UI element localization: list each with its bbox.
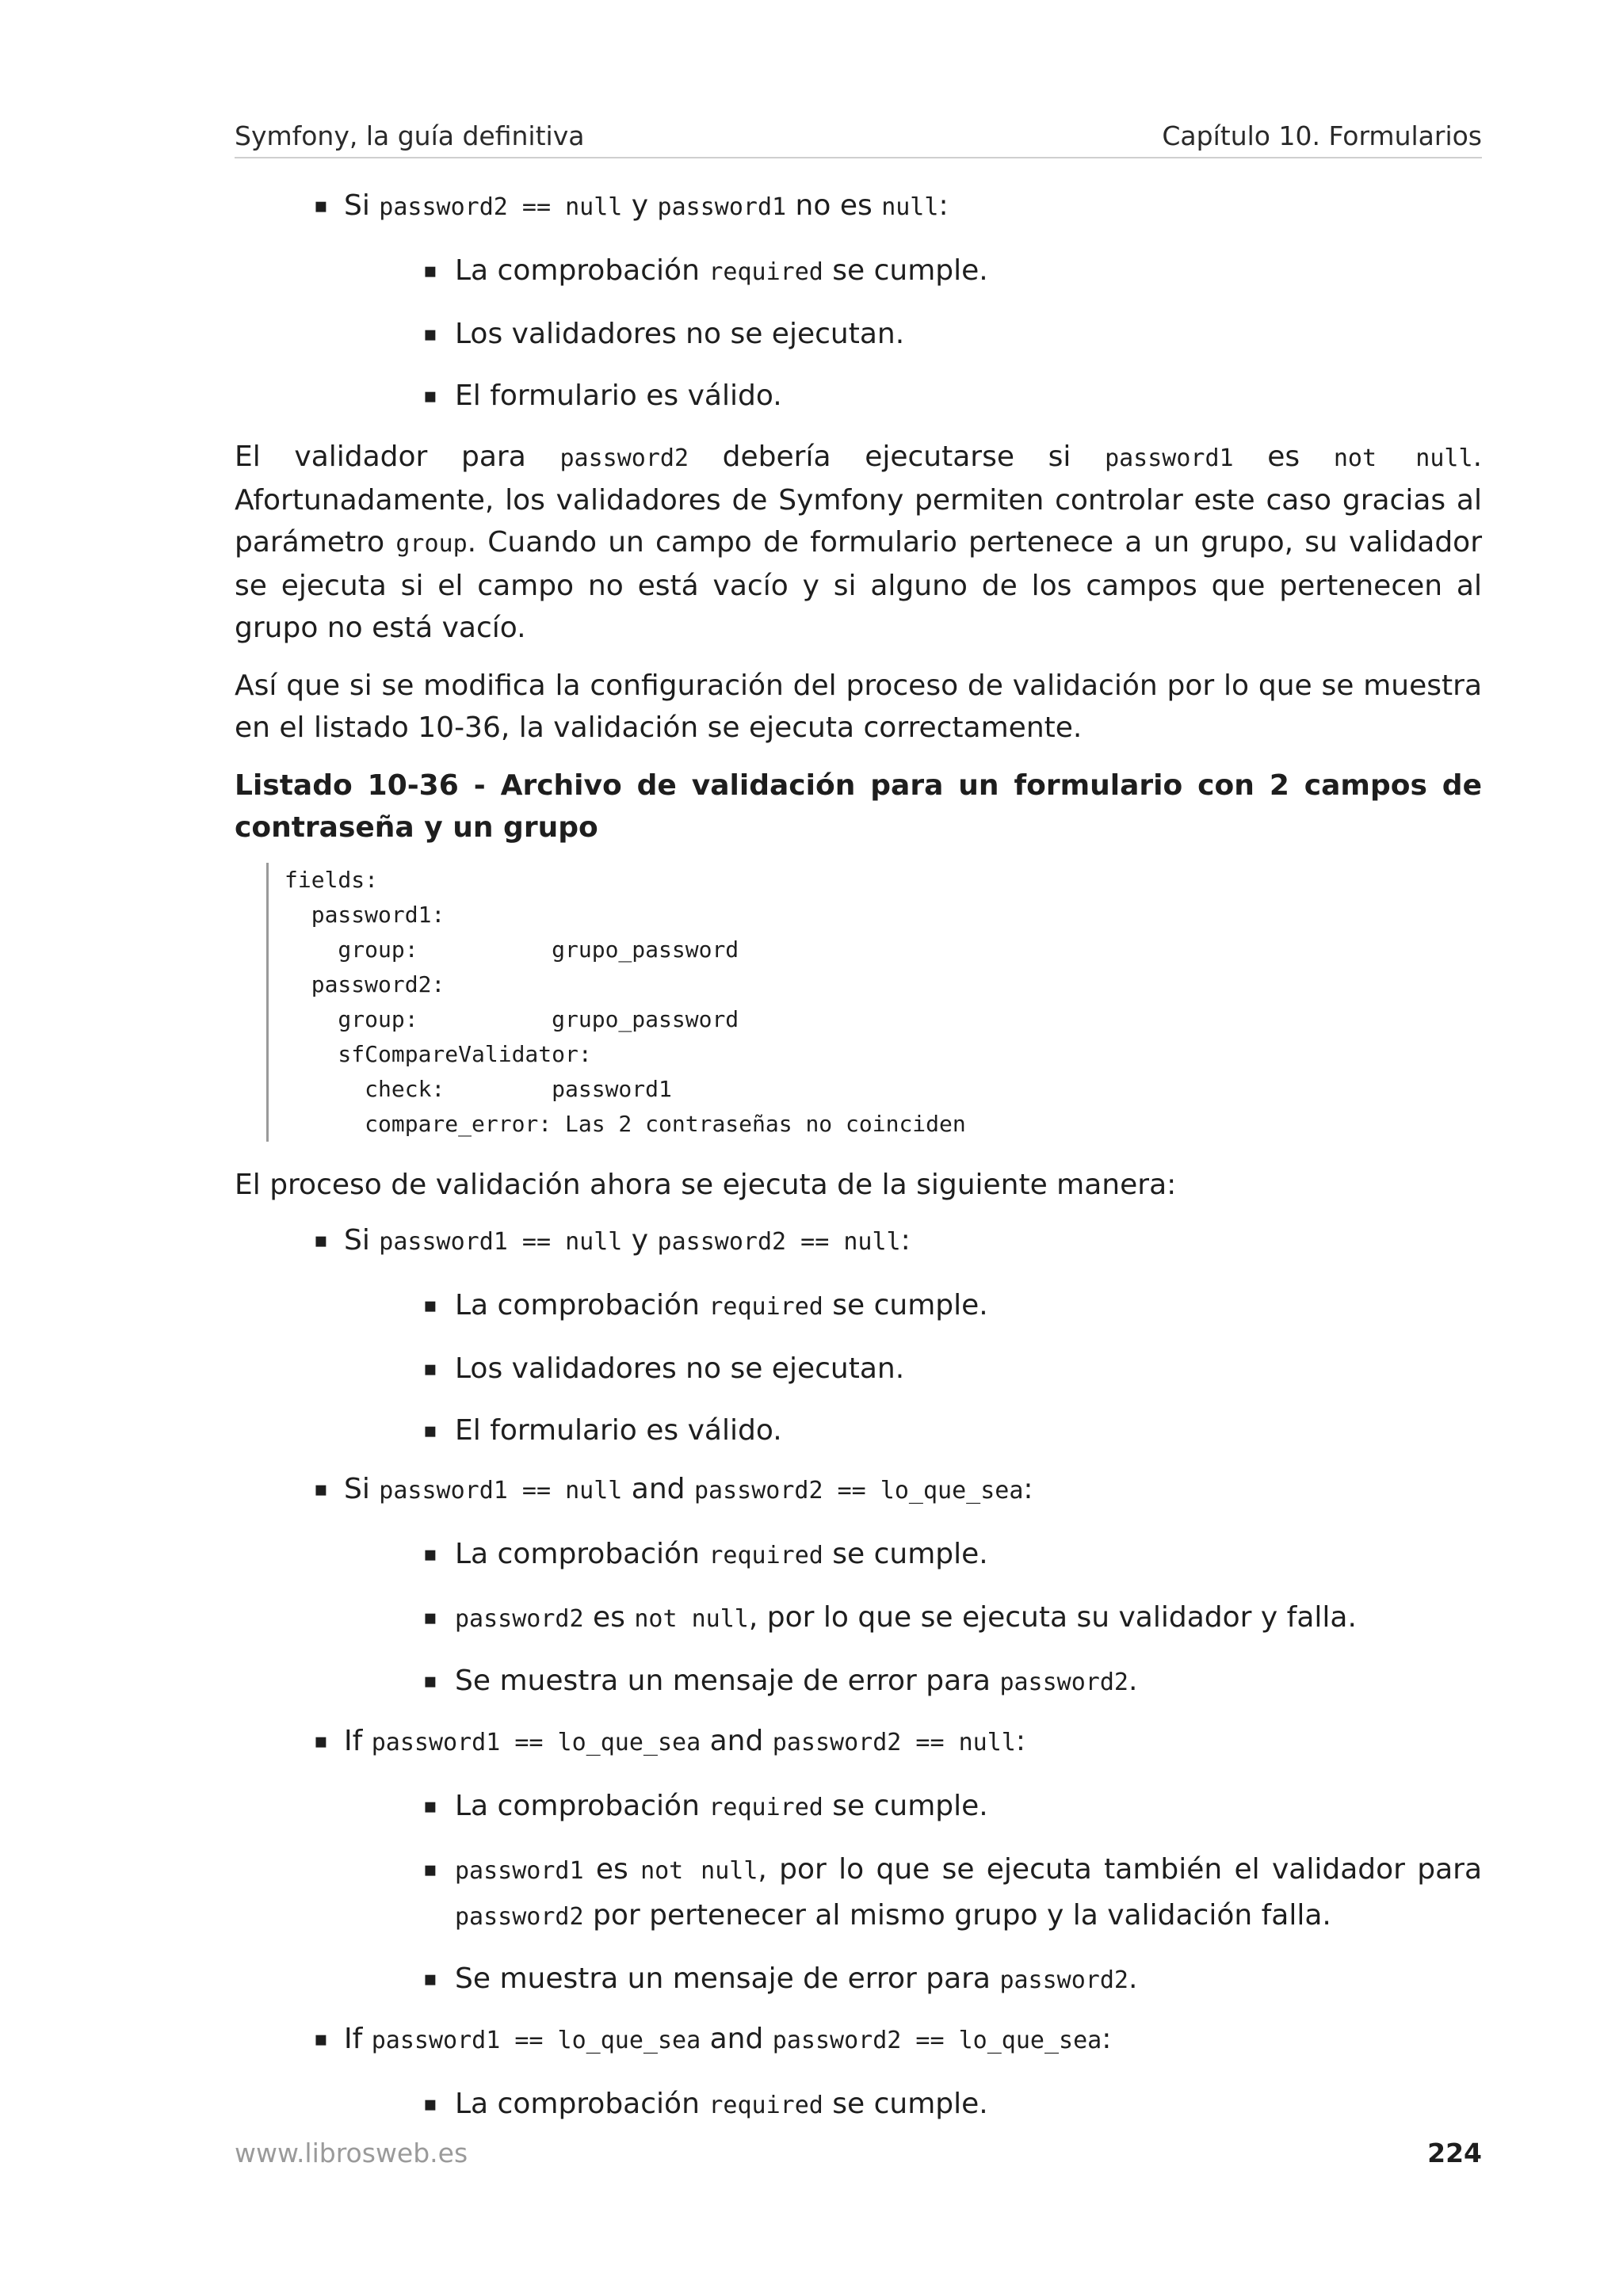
list-item: ▪ password2 es not null, por lo que se ejecuta su validador y falla.	[235, 1596, 1482, 1642]
bullet-icon: ▪	[423, 1419, 437, 1443]
paragraph: Así que si se modifica la configuración del proceso de validación por lo que se muestra en el listado 10-36, la validación se ejecuta correctamente.	[235, 669, 1482, 744]
list-item-case: ▪ If password1 == lo_que_sea and password2 == null:	[235, 1722, 1482, 1762]
list-item-case: ▪ Si password2 == null y password1 no es null:	[235, 187, 1482, 227]
bullet-icon: ▪	[314, 1478, 328, 1501]
list-item: ▪ Se muestra un mensaje de error para password2.	[235, 1659, 1482, 1705]
running-header	[235, 117, 1482, 158]
bullet-icon: ▪	[423, 1858, 437, 1882]
bullet-icon: ▪	[423, 1669, 437, 1693]
bullet-icon: ▪	[423, 1294, 437, 1318]
bullet-icon: ▪	[423, 1543, 437, 1566]
bullet-icon: ▪	[423, 1967, 437, 1991]
list-item: ▪ Se muestra un mensaje de error para password2.	[235, 1957, 1482, 2003]
bullet-icon: ▪	[423, 322, 437, 346]
list-item: ▪ Los validadores no se ejecutan.	[235, 1347, 1482, 1391]
bullet-icon: ▪	[423, 1794, 437, 1818]
list-item: ▪ La comprobación required se cumple.	[235, 249, 1482, 295]
bullet-icon: ▪	[423, 2092, 437, 2116]
list-item-case: ▪ Si password1 == null y password2 == null:	[235, 1222, 1482, 1261]
list-item: ▪ La comprobación required se cumple.	[235, 1784, 1482, 1830]
footer-url[interactable]: www.librosweb.es	[235, 2138, 468, 2168]
list-item: ▪ El formulario es válido.	[235, 374, 1482, 418]
list-item: ▪ El formulario es válido.	[235, 1409, 1482, 1453]
bullet-icon: ▪	[314, 1229, 328, 1253]
bullet-icon: ▪	[423, 1606, 437, 1630]
bullet-icon: ▪	[423, 1357, 437, 1381]
page-content	[235, 187, 1482, 2145]
bullet-icon: ▪	[314, 2027, 328, 2051]
list-item: ▪ La comprobación required se cumple.	[235, 2082, 1482, 2128]
chapter-title: Capítulo 10. Formularios	[1162, 120, 1482, 151]
list-item: ▪ Los validadores no se ejecutan.	[235, 312, 1482, 357]
listing-title: Listado 10-36 - Archivo de validación para un formulario con 2 campos de contraseña y un grupo	[235, 769, 1482, 844]
list-item-case: ▪ If password1 == lo_que_sea and password2 == lo_que_sea:	[235, 2020, 1482, 2060]
bullet-icon: ▪	[423, 259, 437, 283]
list-item: ▪ password1 es not null, por lo que se ejecuta también el validador para password2 por pertenecer al mismo grupo y la validación falla.	[235, 1848, 1482, 1939]
bullet-icon: ▪	[314, 194, 328, 218]
list-item: ▪ La comprobación required se cumple.	[235, 1532, 1482, 1578]
book-title: Symfony, la guía definitiva	[235, 120, 585, 151]
paragraph: El validador para password2 debería ejecutarse si password1 es not null. Afortunadamente, los validadores de Symfony permiten controlar este caso gracias al parámetro group. Cuando un campo de formulario pertenece a un grupo, su validador se ejecuta si el campo no está vacío y si alguno de los campos que pertenecen al grupo no está vacío.	[235, 441, 1483, 644]
bullet-icon: ▪	[314, 1730, 328, 1753]
list-item-case: ▪ Si password1 == null and password2 == lo_que_sea:	[235, 1470, 1482, 1510]
paragraph: El proceso de validación ahora se ejecuta de la siguiente manera:	[235, 1169, 1177, 1201]
list-item: ▪ La comprobación required se cumple.	[235, 1283, 1482, 1329]
bullet-icon: ▪	[423, 384, 437, 408]
code-block: fields: password1: group: grupo_password password2: group: grupo_password sfCompareValidator: check: password1 compare_error: Las 2 contraseñas no coinciden	[266, 863, 1482, 1142]
page-number: 224	[1427, 2138, 1482, 2168]
